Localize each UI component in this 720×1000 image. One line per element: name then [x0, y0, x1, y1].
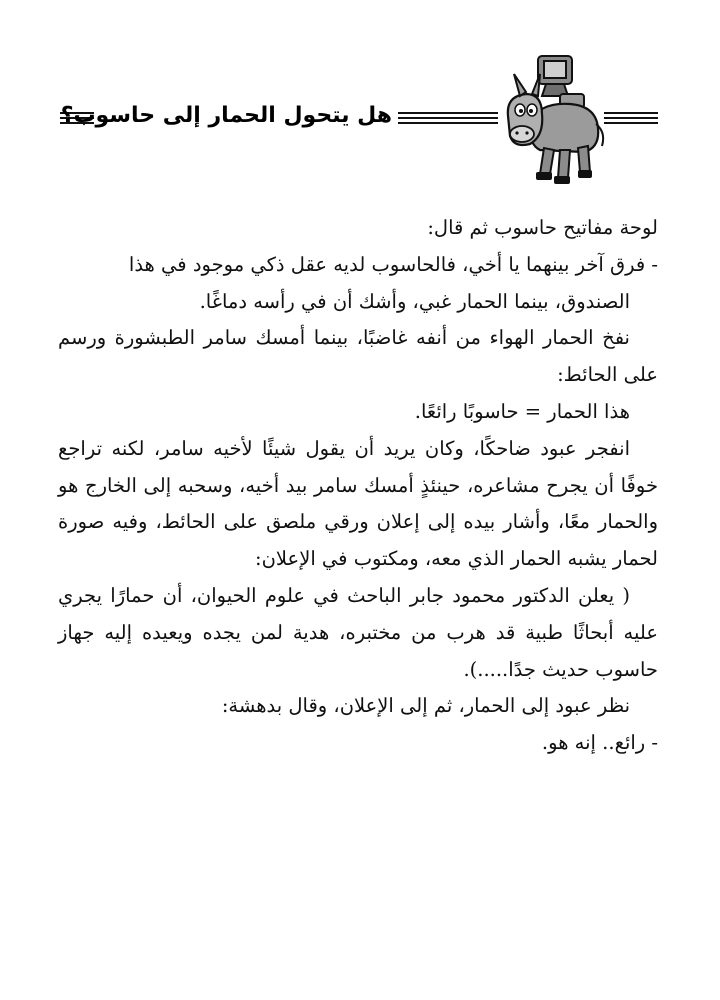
paragraph: نظر عبود إلى الحمار، ثم إلى الإعلان، وقال بدهشة: — [221, 694, 630, 718]
page-title: هل يتحول الحمار إلى حاسوب؟ — [60, 103, 392, 128]
donkey-with-computer-icon — [500, 44, 610, 190]
paragraph: هذا الحمار = حاسوبًا رائعًا. — [414, 399, 630, 423]
page-header — [0, 0, 720, 200]
paragraph: - رائع.. إنه هو. — [541, 731, 658, 755]
paragraph: - فرق آخر بينهما يا أخي، فالحاسوب لديه عقل ذكي موجود في هذا — [128, 252, 658, 276]
title-rule-middle — [398, 112, 498, 124]
paragraph: نفخ الحمار الهواء من أنفه غاضبًا، بينما أمسك سامر الطبشورة ورسم على الحائط: — [58, 326, 658, 387]
paragraph: انفجر عبود ضاحكًا، وكان يريد أن يقول شيئًا لأخيه سامر، لكنه تراجع خوفًا أن يجرح مشاعره، حينئذٍ أمسك سامر بيد أخيه، وسحبه إلى الخارج هو والحمار معًا، وأشار بيده إلى إعلان ورقي ملصق على الحائط، وفيه صورة لحمار يشبه الحمار الذي معه، ومكتوب في الإعلان: — [58, 436, 658, 571]
story-text — [58, 210, 658, 762]
paragraph: لوحة مفاتيح حاسوب ثم قال: — [427, 216, 658, 239]
paragraph: ( يعلن الدكتور محمود جابر الباحث في علوم الحيوان، أن حمارًا يجري عليه أبحاثًا طبية قد هرب من مختبره، هدية لمن يجده ويعيده إليه جهاز حاسوب حديث جدًا.....). — [58, 583, 658, 681]
title-rule-right — [604, 112, 658, 124]
paragraph: الصندوق، بينما الحمار غبي، وأشك أن في رأسه دماغًا. — [199, 289, 630, 313]
